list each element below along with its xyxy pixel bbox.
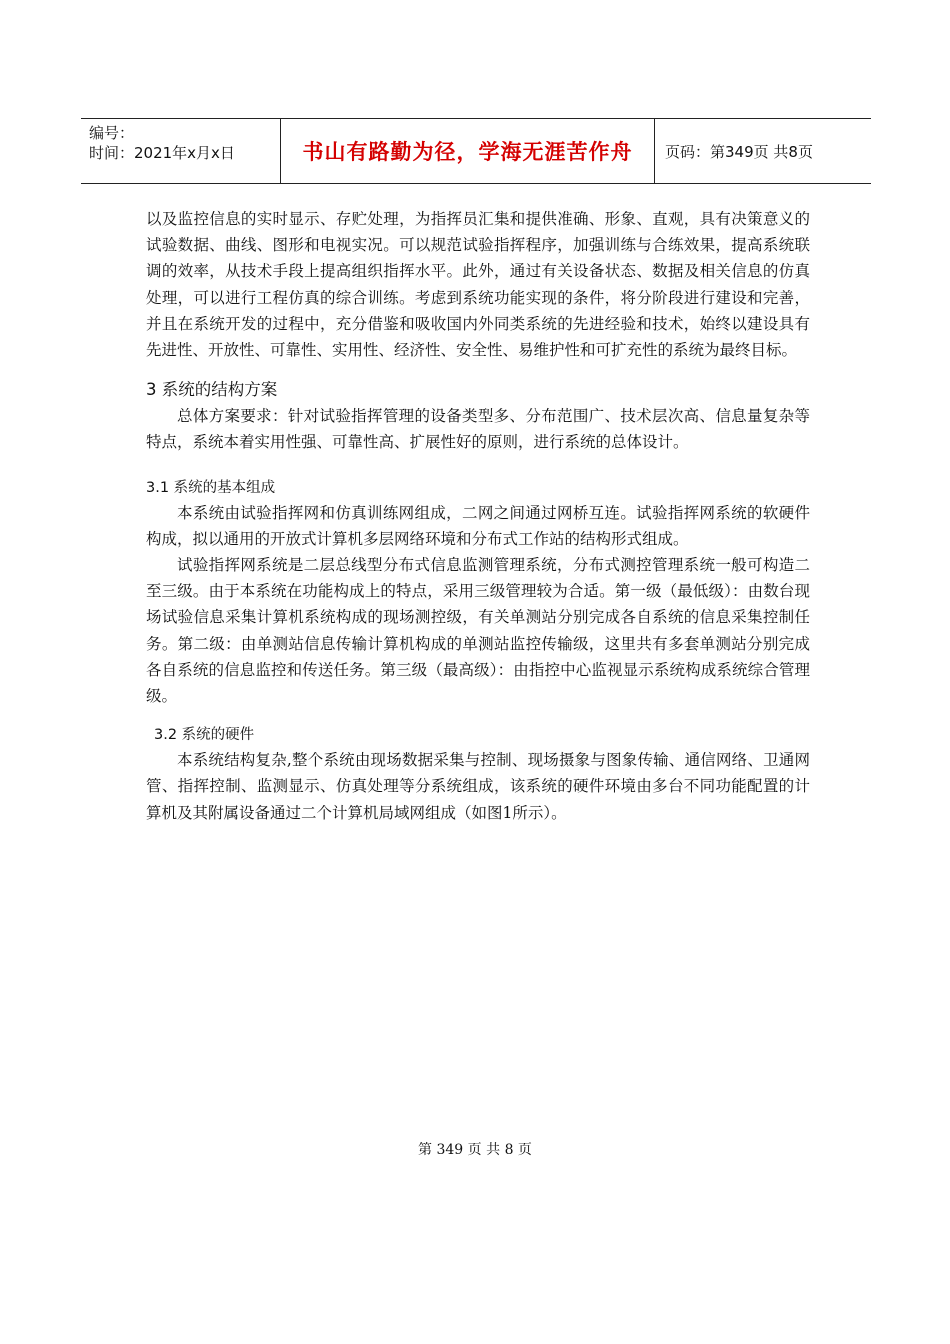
paragraph-intro-continued: 以及监控信息的实时显示、存贮处理，为指挥员汇集和提供准确、形象、直观，具有决策意义的试验数据、曲线、图形和电视实况。可以规范试验指挥程序，加强训练与合练效果，提高系统联调的效率，从技术手段上提高组织指挥水平。此外，通过有关设备状态、数据及相关信息的仿真处理，可以进行工程仿真的综合训练。考虑到系统功能实现的条件，将分阶段进行建设和完善，并且在系统开发的过程中，充分借鉴和吸收国内外同类系统的先进经验和技术，始终以建设具有先进性、开放性、可靠性、实用性、经济性、安全性、易维护性和可扩充性的系统为最终目标。 xyxy=(146,210,810,360)
page-header xyxy=(81,118,871,184)
document-time: 时间：2021年x月x日 xyxy=(89,144,235,162)
section-3-heading: 3 系统的结构方案 xyxy=(146,380,278,400)
header-meta xyxy=(81,119,281,183)
section-3-2-paragraph: 本系统结构复杂,整个系统由现场数据采集与控制、现场摄象与图象传输、通信网络、卫通网管、指挥控制、监测显示、仿真处理等分系统组成，该系统的硬件环境由多台不同功能配置的计算机及其附属设备通过二个计算机局域网组成（如图1所示）。 xyxy=(146,751,810,822)
document-number-label: 编号： xyxy=(89,124,135,142)
header-motto: 书山有路勤为径，学海无涯苦作舟 xyxy=(281,119,655,183)
page-footer: 第 349 页 共 8 页 xyxy=(418,1142,532,1158)
document-body xyxy=(146,206,810,826)
header-page-info: 页码：第349页 共8页 xyxy=(665,142,813,161)
section-3-1-paragraph-2: 试验指挥网系统是二层总线型分布式信息监测管理系统，分布式测控管理系统一般可构造二至三级。由于本系统在功能构成上的特点，采用三级管理较为合适。第一级（最低级）：由数台现场试验信息采集计算机系统构成的现场测控级，有关单测站分别完成各自系统的信息采集控制任务。第二级：由单测站信息传输计算机构成的单测站监控传输级，这里共有多套单测站分别完成各自系统的信息监控和传送任务。第三级（最高级）：由指控中心监视显示系统构成系统综合管理级。 xyxy=(146,556,810,706)
section-3-1-paragraph-1: 本系统由试验指挥网和仿真训练网组成，二网之间通过网桥互连。试验指挥网系统的软硬件构成，拟以通用的开放式计算机多层网络环境和分布式工作站的结构形式组成。 xyxy=(146,503,810,548)
section-3-1-heading: 3.1 系统的基本组成 xyxy=(146,479,276,496)
section-3-2-heading: 3.2 系统的硬件 xyxy=(154,727,255,744)
section-3-paragraph: 总体方案要求：针对试验指挥管理的设备类型多、分布范围广、技术层次高、信息量复杂等特点，系统本着实用性强、可靠性高、扩展性好的原则，进行系统的总体设计。 xyxy=(146,407,810,452)
